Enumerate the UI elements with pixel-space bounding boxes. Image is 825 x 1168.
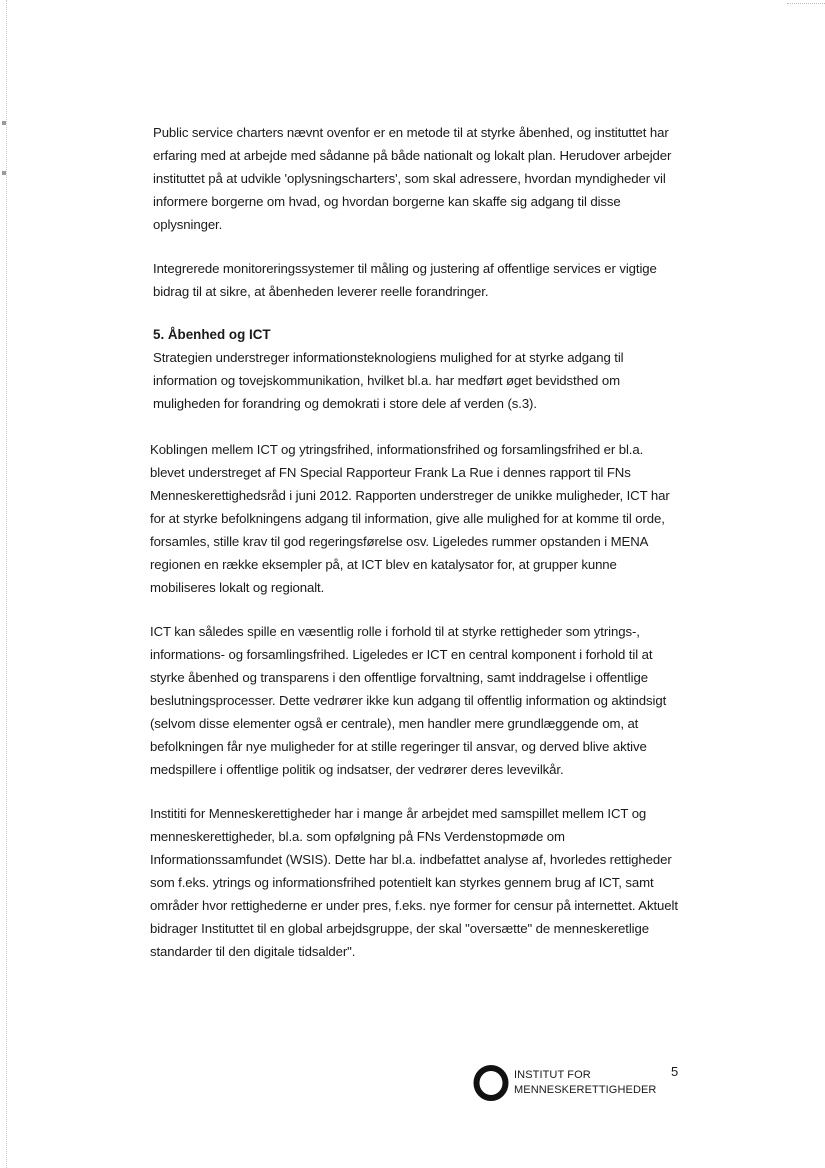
section-block	[153, 323, 683, 415]
paragraph-block	[150, 802, 680, 963]
institute-logo-text	[514, 1068, 656, 1098]
page-number: 5	[671, 1064, 679, 1079]
margin-mark	[2, 171, 6, 175]
body-paragraph: ICT kan således spille en væsentlig rolle i forhold til at styrke rettigheder som ytrings-, informations- og forsamlingsfrihed. Ligeledes er ICT en central komponent i forhold til at styrke åbenhed og transparens i den offentlige forvaltning, samt inddragelse i offentlige beslutningsprocesser. Dette vedrører ikke kun adgang til offentlig information og aktindsigt (selvom disse elementer også er centrale), men handler mere grundlæggende om, at befolkningen får nye muligheder for at stille regeringer til ansvar, og derved blive aktive medspillere i offentlige politik og indsatser, der vedrører deres levevilkår.	[150, 624, 667, 777]
scan-edge-line	[6, 0, 7, 1168]
paragraph-block	[150, 620, 680, 781]
section-heading: 5. Åbenhed og ICT	[153, 327, 271, 342]
body-paragraph: Koblingen mellem ICT og ytringsfrihed, informationsfrihed og forsamlingsfrihed er bl.a. blevet understreget af FN Special Rapporteur Frank La Rue i dennes rapport til FNs Menneskerettighedsråd i juni 2012. Rapporten understreger de unikke muligheder, ICT har for at styrke befolkningens adgang til information, give alle mulighed for at komme til orde, forsamles, stille krav til god regeringsførelse osv. Ligeledes rummer opstanden i MENA regionen en række eksempler på, at ICT blev en katalysator for, at grupper kunne mobiliseres lokalt og regionalt.	[150, 442, 670, 595]
margin-mark	[2, 121, 6, 125]
ring-logo-icon	[473, 1065, 509, 1101]
body-paragraph: Strategien understreger informationsteknologiens mulighed for at styrke adgang til information og tovejskommunikation, hvilket bl.a. har medført øget bevidsthed om muligheden for forandring og demokrati i store dele af verden (s.3).	[153, 350, 624, 411]
logo-line-2: MENNESKERETTIGHEDER	[514, 1084, 657, 1096]
body-paragraph: Instititi for Menneskerettigheder har i mange år arbejdet med samspillet mellem ICT og menneskerettigheder, bl.a. som opfølgning på FNs Verdenstopmøde om Informationssamfundet (WSIS). Dette har bl.a. indbefattet analyse af, hvorledes rettigheder som f.eks. ytrings og informationsfrihed potentielt kan styrkes gennem brug af ICT, samt områder hvor rettighederne er under pres, f.eks. nye former for censur på internettet. Aktuelt bidrager Instituttet til en global arbejdsgruppe, der skal "oversætte" de menneskeretlige standarder til den digitale tidsalder".	[150, 806, 678, 959]
body-paragraph: Integrerede monitoreringssystemer til måling og justering af offentlige services er vigtige bidrag til at sikre, at åbenheden leverer reelle forandringer.	[153, 261, 657, 299]
paragraph-block	[153, 121, 683, 236]
paragraph-block	[153, 257, 683, 303]
scan-top-rule	[787, 3, 825, 4]
body-paragraph: Public service charters nævnt ovenfor er en metode til at styrke åbenhed, og instituttet har erfaring med at arbejde med sådanne på både nationalt og lokalt plan. Herudover arbejder instituttet på at udvikle 'oplysningscharters', som skal adressere, hvordan myndigheder vil informere borgerne om hvad, og hvordan borgerne kan skaffe sig adgang til disse oplysninger.	[153, 125, 672, 232]
paragraph-block	[150, 438, 680, 599]
logo-line-1: INSTITUT FOR	[514, 1069, 591, 1081]
